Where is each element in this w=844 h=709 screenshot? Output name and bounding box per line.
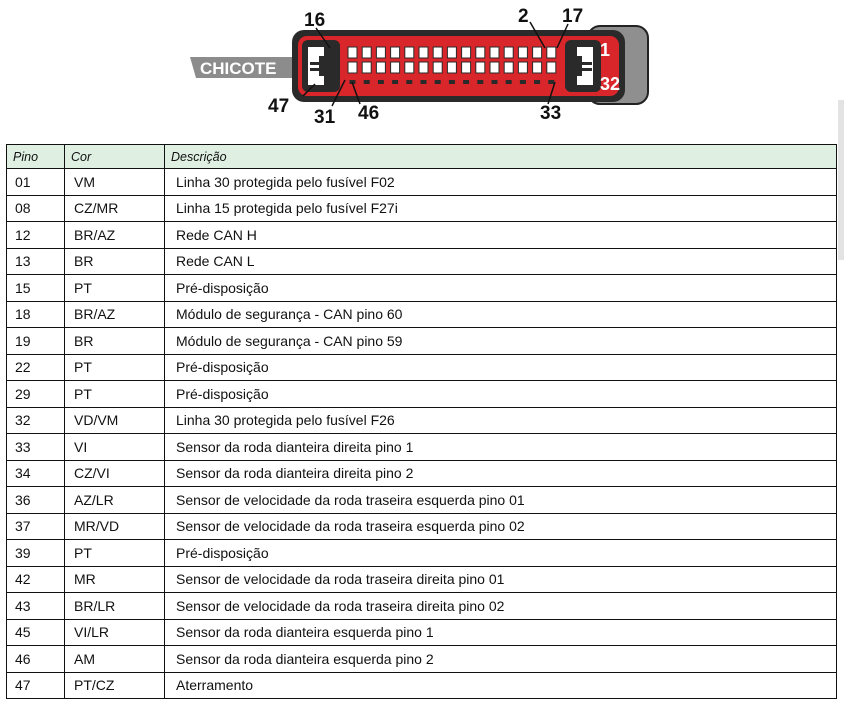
cell-cor: BR <box>65 328 165 355</box>
cell-pino: 33 <box>7 434 65 461</box>
cell-pino: 18 <box>7 301 65 328</box>
pin-socket-small <box>534 80 540 84</box>
cell-pino: 32 <box>7 407 65 434</box>
pin-socket <box>462 47 471 58</box>
pin-socket <box>462 62 471 73</box>
pin-number-1: 1 <box>600 40 611 60</box>
cell-pino: 15 <box>7 275 65 302</box>
cell-cor: PT <box>65 540 165 567</box>
pin-socket <box>376 62 385 73</box>
cell-cor: PT/CZ <box>65 672 165 699</box>
cell-descricao: Sensor de velocidade da roda traseira direita pino 02 <box>165 593 837 620</box>
cell-pino: 39 <box>7 540 65 567</box>
table-row <box>7 275 837 302</box>
cell-cor: VD/VM <box>65 407 165 434</box>
cell-pino: 12 <box>7 222 65 249</box>
pin-socket-small <box>492 80 498 84</box>
cell-descricao: Sensor da roda dianteira direita pino 1 <box>165 434 837 461</box>
cell-descricao: Módulo de segurança - CAN pino 60 <box>165 301 837 328</box>
header-descricao: Descrição <box>165 145 837 169</box>
cell-cor: CZ/VI <box>65 460 165 487</box>
cell-pino: 22 <box>7 354 65 381</box>
cell-descricao: Sensor de velocidade da roda traseira direita pino 01 <box>165 566 837 593</box>
cell-pino: 08 <box>7 195 65 222</box>
cell-descricao: Linha 15 protegida pelo fusível F27i <box>165 195 837 222</box>
cell-pino: 42 <box>7 566 65 593</box>
table-row <box>7 593 837 620</box>
cell-pino: 36 <box>7 487 65 514</box>
pin-row-middle <box>348 62 556 73</box>
pin-socket <box>391 62 400 73</box>
pin-socket <box>362 62 371 73</box>
table-row <box>7 434 837 461</box>
cell-descricao: Pré-disposição <box>165 354 837 381</box>
pin-socket <box>476 62 485 73</box>
cell-pino: 19 <box>7 328 65 355</box>
cell-descricao: Linha 30 protegida pelo fusível F26 <box>165 407 837 434</box>
pin-socket-small <box>477 80 483 84</box>
pin-socket <box>504 47 513 58</box>
pin-socket <box>547 47 556 58</box>
cell-cor: VI <box>65 434 165 461</box>
pin-socket <box>419 47 428 58</box>
page-edge <box>838 100 844 260</box>
table-row <box>7 646 837 673</box>
cell-cor: MR/VD <box>65 513 165 540</box>
pin-socket <box>362 47 371 58</box>
pin-socket <box>405 47 414 58</box>
table-row <box>7 513 837 540</box>
cell-descricao: Linha 30 protegida pelo fusível F02 <box>165 169 837 196</box>
pin-socket <box>433 62 442 73</box>
pin-number-17: 17 <box>562 6 584 27</box>
pin-socket-small <box>463 80 469 84</box>
pin-number-46: 46 <box>358 103 380 124</box>
cell-descricao: Pré-disposição <box>165 275 837 302</box>
pin-socket-small <box>364 80 370 84</box>
table-body <box>7 169 837 699</box>
cell-cor: PT <box>65 354 165 381</box>
pin-socket-small <box>406 80 412 84</box>
cell-descricao: Rede CAN H <box>165 222 837 249</box>
connector-diagram <box>0 0 844 140</box>
pin-socket <box>518 47 527 58</box>
cell-cor: VI/LR <box>65 619 165 646</box>
table-row <box>7 169 837 196</box>
table-row <box>7 381 837 408</box>
pin-socket-small <box>435 80 441 84</box>
pin-socket <box>405 62 414 73</box>
pin-number-33: 33 <box>540 103 562 124</box>
pin-socket <box>348 47 357 58</box>
cell-cor: BR/AZ <box>65 222 165 249</box>
cell-cor: MR <box>65 566 165 593</box>
pin-socket <box>533 62 542 73</box>
cell-cor: PT <box>65 381 165 408</box>
pin-number-31: 31 <box>314 107 336 128</box>
pin-number-32: 32 <box>600 74 621 94</box>
pin-socket-small <box>548 80 554 84</box>
cell-descricao: Rede CAN L <box>165 248 837 275</box>
table-row <box>7 619 837 646</box>
pin-socket-small <box>506 80 512 84</box>
cell-descricao: Sensor da roda dianteira direita pino 2 <box>165 460 837 487</box>
pin-table-container <box>6 144 836 699</box>
pin-socket <box>391 47 400 58</box>
cell-pino: 34 <box>7 460 65 487</box>
pin-socket <box>376 47 385 58</box>
pin-number-47: 47 <box>268 96 290 117</box>
table-header-row <box>7 145 837 169</box>
pin-socket-small <box>449 80 455 84</box>
pin-socket <box>433 47 442 58</box>
cell-pino: 13 <box>7 248 65 275</box>
table-row <box>7 672 837 699</box>
cell-cor: BR <box>65 248 165 275</box>
cell-descricao: Aterramento <box>165 672 837 699</box>
table-row <box>7 460 837 487</box>
pin-socket <box>447 47 456 58</box>
cell-descricao: Sensor de velocidade da roda traseira esquerda pino 02 <box>165 513 837 540</box>
pin-socket-small <box>392 80 398 84</box>
pin-socket <box>490 62 499 73</box>
cell-cor: AZ/LR <box>65 487 165 514</box>
cell-pino: 29 <box>7 381 65 408</box>
table-row <box>7 354 837 381</box>
pin-row-bottom <box>350 80 555 84</box>
pin-socket <box>518 62 527 73</box>
pin-socket <box>348 62 357 73</box>
cell-pino: 37 <box>7 513 65 540</box>
cell-pino: 47 <box>7 672 65 699</box>
table-row <box>7 195 837 222</box>
cell-descricao: Sensor da roda dianteira esquerda pino 2 <box>165 646 837 673</box>
table-row <box>7 407 837 434</box>
header-pino: Pino <box>7 145 65 169</box>
table-row <box>7 222 837 249</box>
cell-pino: 01 <box>7 169 65 196</box>
pin-socket <box>419 62 428 73</box>
cell-descricao: Módulo de segurança - CAN pino 59 <box>165 328 837 355</box>
cell-cor: BR/AZ <box>65 301 165 328</box>
pin-socket <box>447 62 456 73</box>
cell-cor: PT <box>65 275 165 302</box>
pin-socket <box>547 62 556 73</box>
pin-number-16: 16 <box>304 10 326 31</box>
cell-cor: CZ/MR <box>65 195 165 222</box>
cell-descricao: Sensor de velocidade da roda traseira esquerda pino 01 <box>165 487 837 514</box>
pin-socket-small <box>378 80 384 84</box>
table-row <box>7 301 837 328</box>
pin-number-2: 2 <box>518 6 529 27</box>
pin-table <box>6 144 837 699</box>
pin-socket-small <box>520 80 526 84</box>
cell-cor: VM <box>65 169 165 196</box>
pin-socket <box>533 47 542 58</box>
table-row <box>7 566 837 593</box>
cell-pino: 43 <box>7 593 65 620</box>
pin-row-top <box>348 47 556 58</box>
cell-descricao: Pré-disposição <box>165 540 837 567</box>
harness-label: CHICOTE <box>200 59 277 78</box>
table-row <box>7 248 837 275</box>
cell-pino: 46 <box>7 646 65 673</box>
pin-socket <box>476 47 485 58</box>
table-row <box>7 540 837 567</box>
cell-descricao: Sensor da roda dianteira esquerda pino 1 <box>165 619 837 646</box>
cell-cor: AM <box>65 646 165 673</box>
pin-socket-small <box>421 80 427 84</box>
cell-cor: BR/LR <box>65 593 165 620</box>
table-row <box>7 328 837 355</box>
table-row <box>7 487 837 514</box>
pin-socket <box>490 47 499 58</box>
cell-descricao: Pré-disposição <box>165 381 837 408</box>
header-cor: Cor <box>65 145 165 169</box>
pin-socket <box>504 62 513 73</box>
cell-pino: 45 <box>7 619 65 646</box>
